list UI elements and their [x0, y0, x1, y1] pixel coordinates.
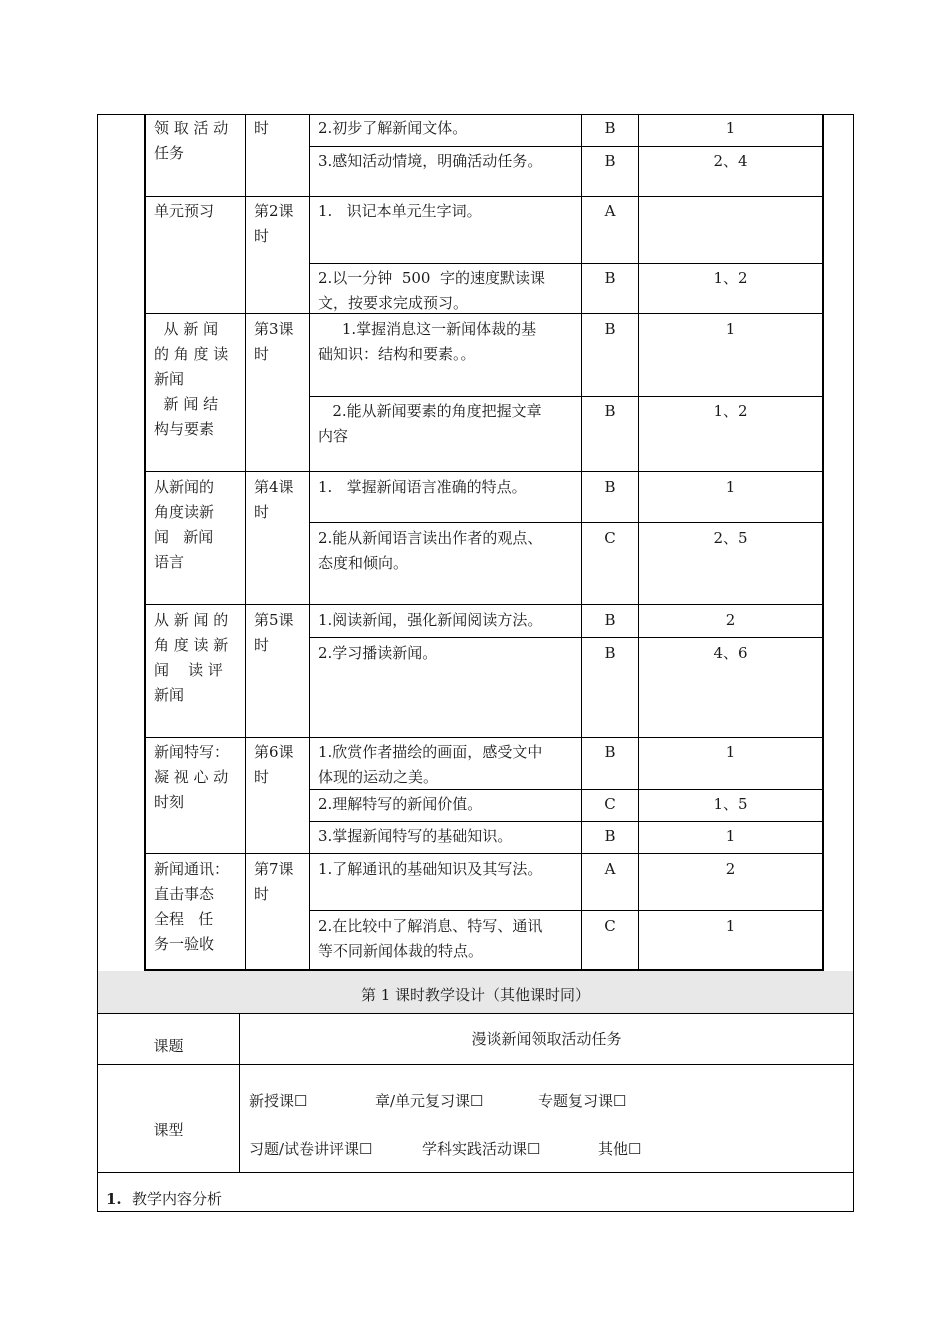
row-line — [144, 471, 824, 472]
inner-left-border — [144, 114, 146, 970]
type-option-new-lesson[interactable]: 新授课☐ — [249, 1092, 308, 1110]
goal-cell: 2.学习播读新闻。 — [318, 644, 438, 662]
activity-cell: 从新闻的 角度读新 闻 新闻 语言 — [154, 478, 215, 571]
task-cell: 1、5 — [713, 795, 748, 813]
goal-cell: 1.了解通讯的基础知识及其写法。 — [318, 860, 543, 878]
subrow-line — [309, 522, 824, 523]
task-cell: 2、5 — [713, 529, 748, 547]
subrow-line — [309, 396, 824, 397]
inner-right-border — [822, 114, 824, 970]
outer-bottom-border — [97, 1211, 854, 1212]
task-cell: 1 — [725, 119, 736, 137]
design-header-bottom-line — [97, 1013, 854, 1014]
topic-value: 漫谈新闻领取活动任务 — [471, 1030, 622, 1048]
activity-cell: 领 取 活 动 任务 — [154, 119, 229, 162]
level-cell: B — [604, 269, 616, 287]
goal-cell: 2.以一分钟 500 字的速度默读课 文，按要求完成预习。 — [318, 269, 546, 312]
level-cell: B — [604, 478, 616, 496]
level-cell: B — [604, 152, 616, 170]
type-option-topic-review[interactable]: 专题复习课☐ — [538, 1092, 627, 1110]
level-cell: C — [604, 795, 616, 813]
subrow-line — [309, 637, 824, 638]
col-divider-activity — [245, 114, 246, 970]
goal-cell: 3.掌握新闻特写的基础知识。 — [318, 827, 513, 845]
period-cell: 时 — [254, 119, 270, 137]
level-cell: B — [604, 320, 616, 338]
section-title: 教学内容分析 — [132, 1190, 223, 1208]
type-option-exercise-review[interactable]: 习题/试卷讲评课☐ — [249, 1140, 373, 1158]
goal-cell: 1.阅读新闻，强化新闻阅读方法。 — [318, 611, 543, 629]
period-cell: 第5课 时 — [254, 611, 294, 654]
activity-cell: 从 新 闻 的 角 度 读 新闻 新 闻 结 构与要素 — [154, 320, 229, 438]
row-line — [144, 604, 824, 605]
subrow-line — [309, 910, 824, 911]
activity-cell: 新闻特写： 凝 视 心 动 时刻 — [154, 743, 230, 811]
outer-top-border — [97, 114, 854, 115]
level-cell: B — [604, 827, 616, 845]
task-cell: 1、2 — [713, 402, 748, 420]
outer-right-border — [853, 114, 854, 1212]
period-cell: 第3课 时 — [254, 320, 294, 363]
goal-cell: 2.能从新闻要素的角度把握文章 内容 — [318, 402, 542, 445]
row-line — [144, 196, 824, 197]
activity-cell: 从 新 闻 的 角 度 读 新 闻 读 评 新闻 — [154, 611, 229, 704]
task-cell: 2 — [725, 611, 736, 629]
activity-cell: 单元预习 — [154, 202, 215, 220]
goal-cell: 1. 识记本单元生字词。 — [318, 202, 482, 220]
task-cell: 2、4 — [713, 152, 748, 170]
goal-cell: 1.掌握消息这一新闻体裁的基 础知识：结构和要素。。 — [318, 320, 537, 363]
level-cell: B — [604, 119, 616, 137]
level-cell: B — [604, 611, 616, 629]
goal-cell: 2.能从新闻语言读出作者的观点、 态度和倾向。 — [318, 529, 543, 572]
goal-cell: 1.欣赏作者描绘的画面，感受文中 体现的运动之美。 — [318, 743, 543, 786]
design-header: 第 1 课时教学设计（其他课时同） — [360, 986, 591, 1004]
goal-cell: 2.初步了解新闻文体。 — [318, 119, 468, 137]
level-cell: B — [604, 743, 616, 761]
period-cell: 第2课 时 — [254, 202, 294, 245]
task-cell: 4、6 — [713, 644, 748, 662]
col-divider-period — [309, 114, 310, 970]
level-cell: C — [604, 917, 616, 935]
level-cell: A — [604, 860, 616, 878]
task-cell: 1 — [725, 478, 736, 496]
task-cell: 1 — [725, 917, 736, 935]
level-cell: B — [604, 402, 616, 420]
goal-cell: 3.感知活动情境，明确活动任务。 — [318, 152, 543, 170]
goal-cell: 1. 掌握新闻语言准确的特点。 — [318, 478, 527, 496]
section-number: 1. — [106, 1190, 122, 1208]
type-option-unit-review[interactable]: 章/单元复习课☐ — [375, 1092, 484, 1110]
subrow-line — [309, 263, 824, 264]
task-cell: 1 — [725, 320, 736, 338]
level-cell: C — [604, 529, 616, 547]
subrow-line — [309, 821, 824, 822]
row-line — [144, 737, 824, 738]
period-cell: 第7课 时 — [254, 860, 294, 903]
activity-cell: 新闻通讯： 直击事态 全程 任 务一验收 — [154, 860, 230, 953]
task-cell: 1 — [725, 743, 736, 761]
type-option-practice-activity[interactable]: 学科实践活动课☐ — [422, 1140, 541, 1158]
type-label: 课型 — [153, 1121, 184, 1139]
subrow-line — [309, 146, 824, 147]
topic-label: 课题 — [153, 1037, 184, 1055]
level-cell: A — [604, 202, 616, 220]
goal-cell: 2.在比较中了解消息、特写、通讯 等不同新闻体裁的特点。 — [318, 917, 543, 960]
period-cell: 第4课 时 — [254, 478, 294, 521]
task-cell: 1 — [725, 827, 736, 845]
task-cell: 2 — [725, 860, 736, 878]
type-bottom-line — [97, 1172, 854, 1173]
level-cell: B — [604, 644, 616, 662]
topic-bottom-line — [97, 1064, 854, 1065]
goal-cell: 2.理解特写的新闻价值。 — [318, 795, 483, 813]
row-line — [144, 853, 824, 854]
period-cell: 第6课 时 — [254, 743, 294, 786]
type-option-other[interactable]: 其他☐ — [598, 1140, 642, 1158]
task-cell: 1、2 — [713, 269, 748, 287]
